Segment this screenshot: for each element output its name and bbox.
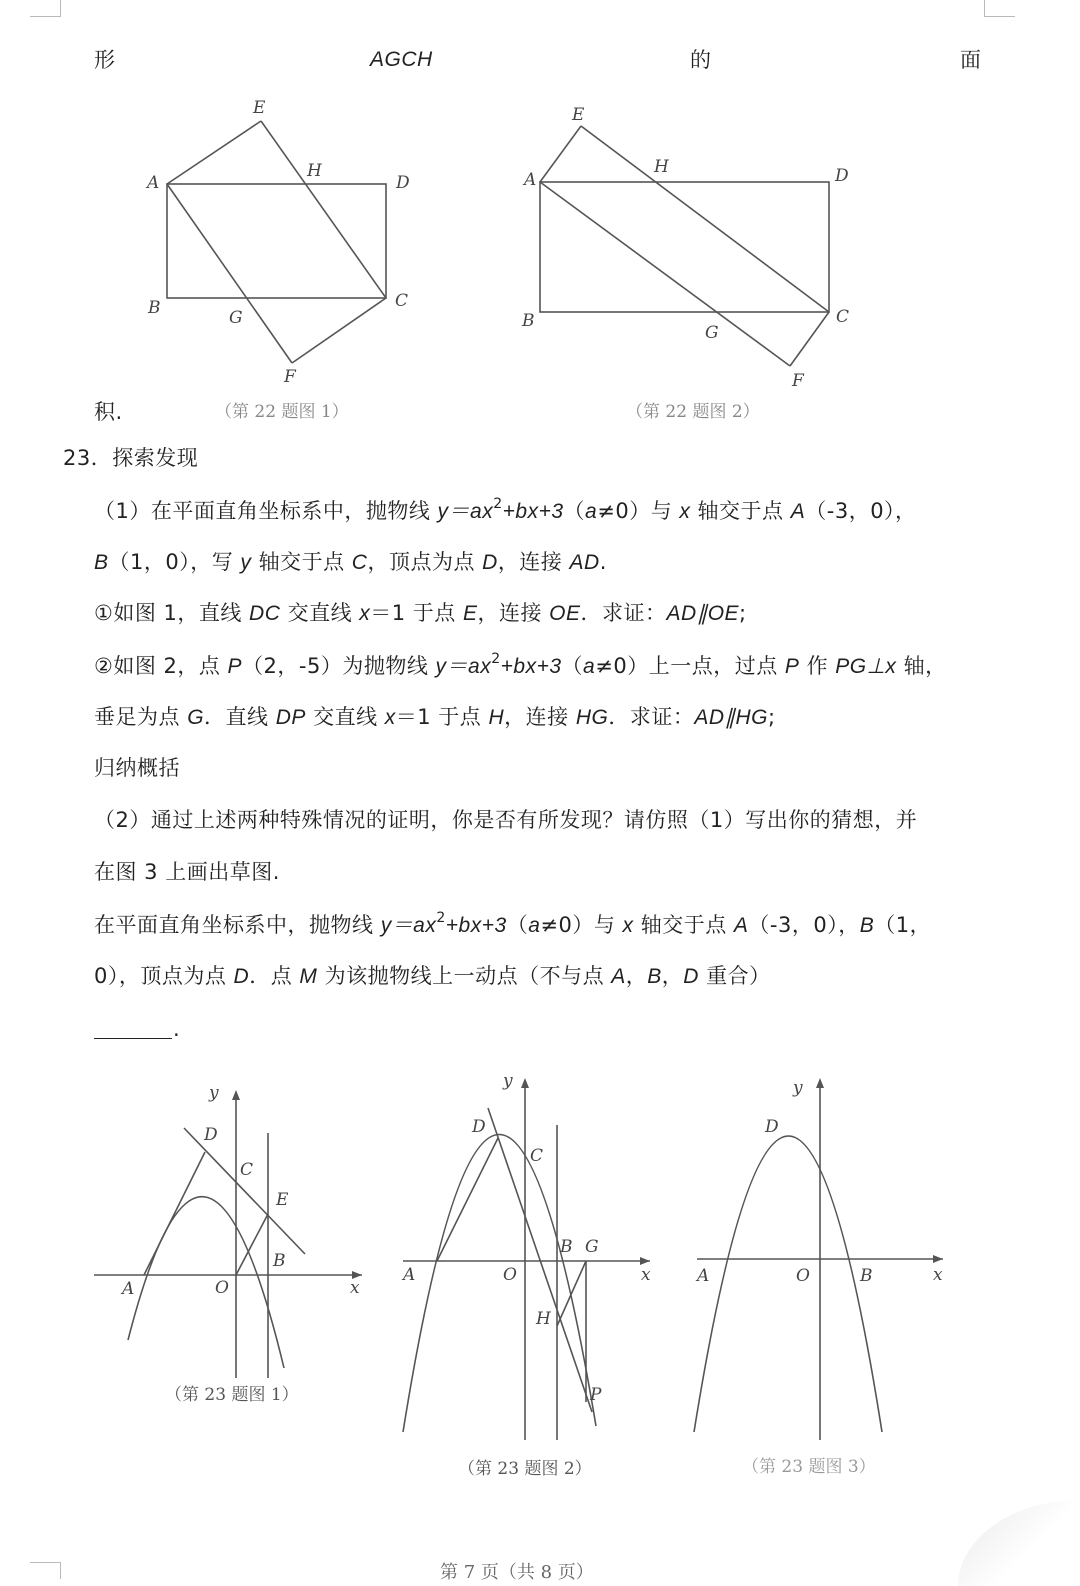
q23-part1-line2: B（1，0），写 y 轴交于点 C，顶点为点 D，连接 AD. bbox=[94, 550, 607, 574]
label-A: A bbox=[524, 170, 537, 190]
q23-part2-line2: 在图 3 上画出草图. bbox=[94, 860, 280, 884]
q23-subquestion-2-line1: ②如图 2，点 P（2，-5）为抛物线 $y=ax^2+bx+3(a\ne 0)$上一点，过点 P 作 PG⊥x 轴， bbox=[94, 651, 947, 678]
page-footer-clip bbox=[0, 1558, 1080, 1586]
label-C: C bbox=[530, 1146, 544, 1166]
label-O: O bbox=[503, 1265, 517, 1285]
axis-label-x: x bbox=[641, 1265, 651, 1285]
label-D: D bbox=[472, 1117, 486, 1137]
q23-part2-line1: （2）通过上述两种特殊情况的证明，你是否有所发现？请仿照（1）写出你的猜想，并 bbox=[94, 808, 918, 832]
label-F: F bbox=[792, 371, 804, 391]
label-E: E bbox=[253, 98, 266, 118]
q23-figure-2-caption: （第 23 题图 2） bbox=[458, 1459, 592, 1479]
q22-figure-1-caption: （第 22 题图 1） bbox=[215, 402, 349, 422]
label-E: E bbox=[572, 105, 585, 125]
q23-subquestion-2-line2: 垂足为点 G．直线 DP 交直线 x＝1 于点 H，连接 HG．求证：AD∥HG; bbox=[94, 705, 776, 729]
label-B: B bbox=[560, 1237, 573, 1257]
q23-subquestion-1: ①如图 1，直线 DC 交直线 x＝1 于点 E，连接 OE．求证：AD∥OE; bbox=[94, 601, 747, 625]
q23-heading: 23．探索发现 bbox=[63, 446, 199, 470]
axis-label-x: x bbox=[350, 1278, 360, 1298]
label-O: O bbox=[796, 1266, 810, 1286]
label-H: H bbox=[654, 157, 669, 177]
label-B: B bbox=[273, 1251, 286, 1271]
q23-part2-line4: 0），顶点为点 D．点 M 为该抛物线上一动点（不与点 A，B，D 重合） bbox=[94, 964, 771, 988]
label-C: C bbox=[240, 1160, 254, 1180]
q23-figure-3-caption: （第 23 题图 3） bbox=[742, 1457, 876, 1477]
axis-label-y: y bbox=[503, 1071, 513, 1091]
label-B: B bbox=[860, 1266, 873, 1286]
label-D: D bbox=[765, 1117, 779, 1137]
answer-blank-period: . bbox=[173, 1017, 181, 1041]
q22-tail-text: 积. bbox=[94, 400, 123, 424]
label-P: P bbox=[590, 1385, 602, 1405]
label-A: A bbox=[147, 173, 160, 193]
top-row-char-4: 面 bbox=[960, 48, 982, 72]
label-D: D bbox=[835, 166, 849, 186]
top-row-agch: AGCH bbox=[370, 48, 433, 71]
label-E: E bbox=[276, 1190, 289, 1210]
label-H: H bbox=[307, 161, 322, 181]
label-G: G bbox=[229, 308, 243, 328]
label-O: O bbox=[215, 1278, 229, 1298]
label-G: G bbox=[585, 1237, 599, 1257]
label-H: H bbox=[536, 1309, 551, 1329]
label-D: D bbox=[204, 1125, 218, 1145]
label-A: A bbox=[122, 1279, 135, 1299]
label-D: D bbox=[396, 173, 410, 193]
label-C: C bbox=[836, 307, 850, 327]
label-A: A bbox=[697, 1266, 710, 1286]
q23-part2-line3: 在平面直角坐标系中，抛物线 $y=ax^2+bx+3(a\ne 0)$与 x 轴交于点 A（-3，0），B（1， bbox=[94, 910, 932, 937]
label-A: A bbox=[403, 1265, 416, 1285]
label-F: F bbox=[284, 367, 296, 387]
q23-figure-1-caption: （第 23 题图 1） bbox=[165, 1385, 299, 1405]
q22-figure-2-caption: （第 22 题图 2） bbox=[626, 402, 760, 422]
q23-summary-heading: 归纳概括 bbox=[94, 756, 180, 780]
label-B: B bbox=[522, 311, 535, 331]
q23-part1-line1: （1）在平面直角坐标系中，抛物线 $y=ax^2+bx+3(a\ne 0)$与 x 轴交于点 A（-3，0）， bbox=[94, 496, 917, 523]
label-C: C bbox=[395, 291, 409, 311]
axis-label-y: y bbox=[209, 1083, 219, 1103]
axis-label-y: y bbox=[793, 1078, 803, 1098]
axis-label-x: x bbox=[933, 1265, 943, 1285]
top-row-char-1: 形 bbox=[94, 48, 116, 72]
label-B: B bbox=[148, 298, 161, 318]
page-footer: 第 7 页（共 8 页） bbox=[440, 1562, 594, 1583]
top-row-char-3: 的 bbox=[690, 48, 712, 72]
label-G: G bbox=[705, 323, 719, 343]
